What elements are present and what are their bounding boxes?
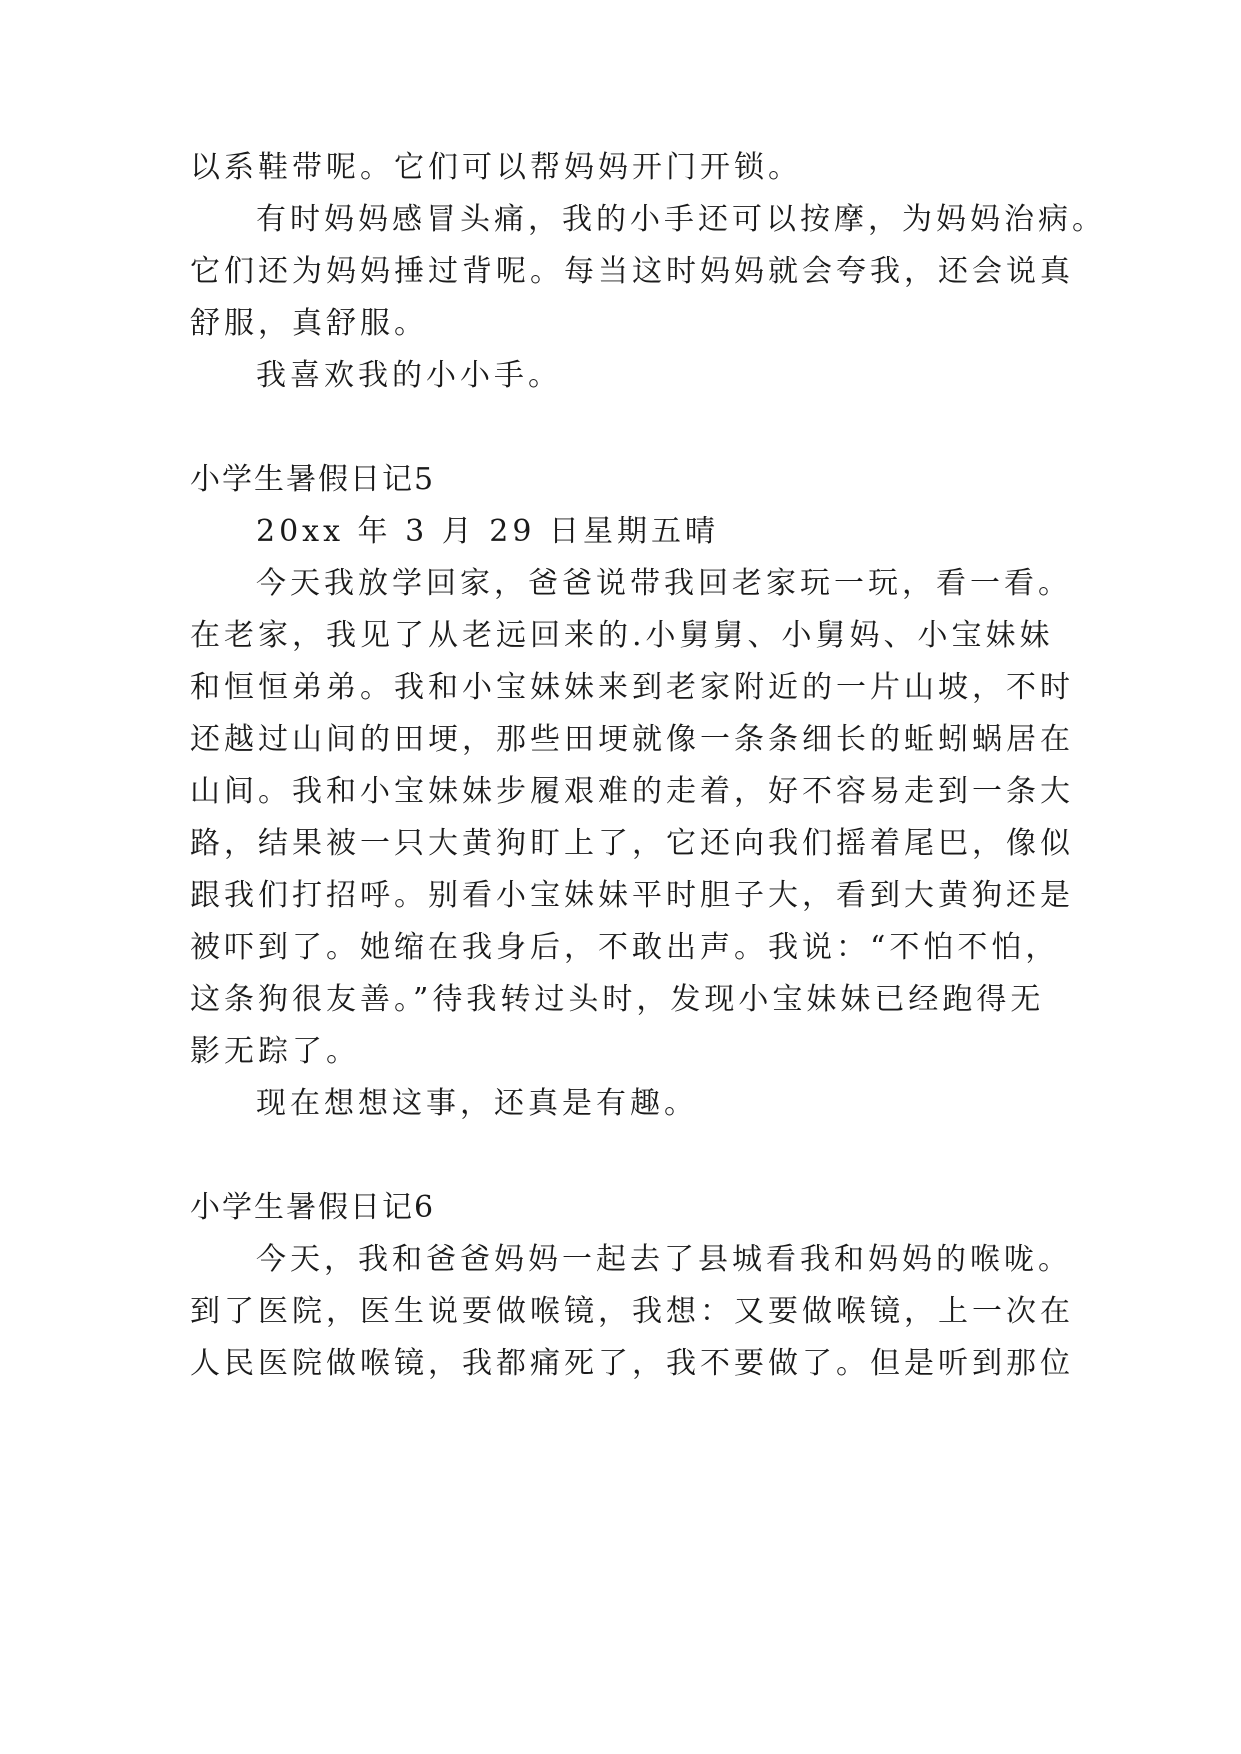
paragraph-line: 我喜欢我的小小手。 <box>256 358 562 393</box>
paragraph-line: 人民医院做喉镜，我都痛死了，我不要做了。但是听到那位 <box>190 1346 1074 1381</box>
paragraph-line: 今天，我和爸爸妈妈一起去了县城看我和妈妈的喉咙。 <box>256 1242 1072 1277</box>
paragraph-line: 今天我放学回家，爸爸说带我回老家玩一玩，看一看。 <box>256 566 1072 601</box>
paragraph-line: 跟我们打招呼。别看小宝妹妹平时胆子大，看到大黄狗还是 <box>190 878 1074 913</box>
section-heading: 小学生暑假日记6 <box>190 1190 436 1225</box>
paragraph-line: 这条狗很友善。”待我转过头时，发现小宝妹妹已经跑得无 <box>190 982 1045 1017</box>
paragraph-line: 路，结果被一只大黄狗盯上了，它还向我们摇着尾巴，像似 <box>190 826 1074 861</box>
paragraph-line: 有时妈妈感冒头痛，我的小手还可以按摩，为妈妈治病。 <box>256 202 1106 237</box>
paragraph-line: 舒服，真舒服。 <box>190 306 428 341</box>
date-line: 20xx 年 3 月 29 日星期五晴 <box>256 514 719 549</box>
paragraph-line: 它们还为妈妈捶过背呢。每当这时妈妈就会夸我，还会说真 <box>190 254 1074 289</box>
paragraph-line: 被吓到了。她缩在我身后，不敢出声。我说：“不怕不怕， <box>190 930 1060 965</box>
paragraph-line: 到了医院，医生说要做喉镜，我想：又要做喉镜，上一次在 <box>190 1294 1074 1329</box>
paragraph-line: 和恒恒弟弟。我和小宝妹妹来到老家附近的一片山坡，不时 <box>190 670 1074 705</box>
paragraph-line: 山间。我和小宝妹妹步履艰难的走着，好不容易走到一条大 <box>190 774 1074 809</box>
section-heading: 小学生暑假日记5 <box>190 462 436 497</box>
paragraph-line: 影无踪了。 <box>190 1034 360 1069</box>
paragraph-line: 以系鞋带呢。它们可以帮妈妈开门开锁。 <box>190 150 802 185</box>
paragraph-line: 在老家，我见了从老远回来的.小舅舅、小舅妈、小宝妹妹 <box>190 618 1054 653</box>
paragraph-line: 还越过山间的田埂，那些田埂就像一条条细长的蚯蚓蜗居在 <box>190 722 1074 757</box>
paragraph-line: 现在想想这事，还真是有趣。 <box>256 1086 698 1121</box>
